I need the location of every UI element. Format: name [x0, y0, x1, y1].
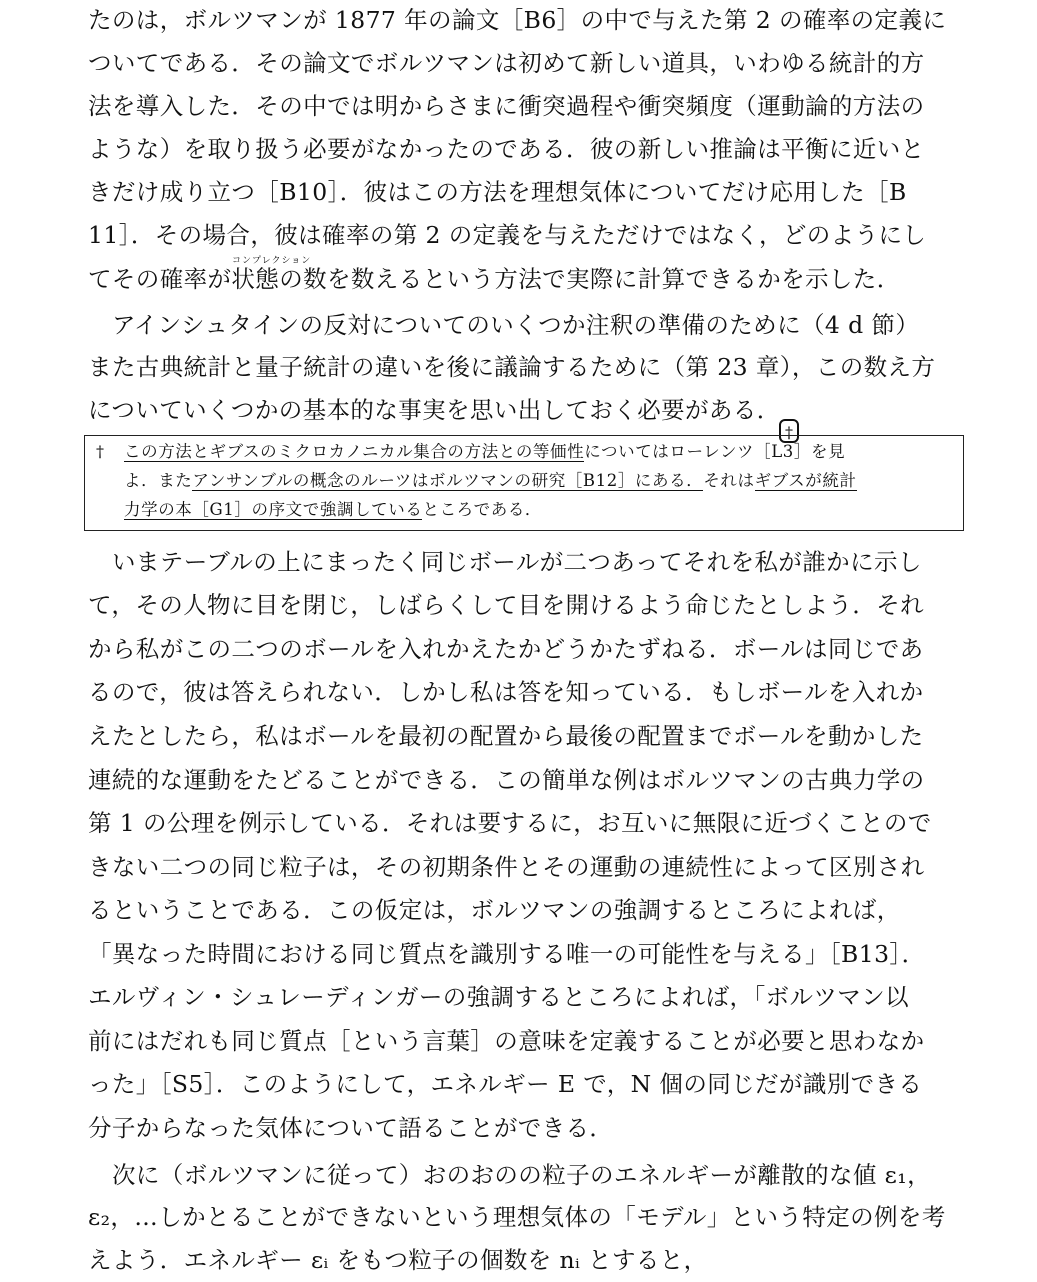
body-line-8: アインシュタインの反対についてのいくつか注釈の準備のために（4 d 節） — [112, 311, 920, 339]
body-line-5: きだけ成り立つ［B10］．彼はこの方法を理想気体についてだけ応用した［B — [88, 178, 907, 206]
footnote-underlined-text: 力学の本［G1］の序文で強調している — [124, 500, 423, 519]
body-line-13: から私がこの二つのボールを入れかえたかどうかたずねる．ボールは同じであ — [88, 635, 924, 663]
body-line-15: えたとしたら，私はボールを最初の配置から最後の配置までボールを動かした — [88, 722, 924, 750]
body-line-11: いまテーブルの上にまったく同じボールが二つあってそれを私が誰かに示し — [112, 548, 922, 576]
body-line-1: たのは，ボルツマンが 1877 年の論文［B6］の中で与えた第 2 の確率の定義に — [88, 6, 947, 34]
body-line-3: 法を導入した．その中では明からさまに衝突過程や衝突頻度（運動論的方法の — [88, 92, 925, 120]
body-line-20: 「異なった時間における同じ質点を識別する唯一の可能性を与える」［B13］． — [88, 940, 926, 968]
footnote-text: それは — [703, 471, 755, 490]
body-line-18: きない二つの同じ粒子は，その初期条件とその運動の連続性によって区別され — [88, 853, 925, 881]
footnote-dagger: † — [96, 442, 104, 461]
footnote-underlined-text: ギブスが統計 — [754, 471, 857, 490]
body-line-21: エルヴィン・シュレーディンガーの強調するところによれば，「ボルツマン以 — [88, 983, 909, 1011]
body-line-27: えよう．エネルギー εᵢ をもつ粒子の個数を nᵢ とすると， — [88, 1246, 708, 1274]
footnote-line-2 — [124, 470, 857, 492]
footnote-line-1 — [124, 441, 845, 463]
body-line-12: て，その人物に目を閉じ，しばらくして目を開けるよう命じたとしよう．それ — [88, 591, 925, 619]
body-line-4: ような）を取り扱う必要がなかったのである．彼の新しい推論は平衡に近いと — [88, 135, 925, 163]
body-line-9: また古典統計と量子統計の違いを後に議論するために（第 23 章），この数え方 — [88, 353, 936, 381]
body-line-24: 分子からなった気体について語ることができる． — [88, 1114, 614, 1142]
body-line-19: るということである．この仮定は，ボルツマンの強調するところによれば， — [88, 896, 901, 924]
body-line-17: 第 1 の公理を例示している．それは要するに，お互いに無限に近づくことので — [88, 809, 932, 837]
footnote-text: よ．また — [124, 471, 193, 490]
body-line-23: った」［S5］．このようにして，エネルギー E で，N 個の同じだが識別できる — [88, 1070, 923, 1098]
body-line-26: ε₂，…しかとることができないという理想気体の「モデル」という特定の例を考 — [88, 1203, 946, 1231]
body-line-25: 次に（ボルツマンに従って）おのおのの粒子のエネルギーが離散的な値 ε₁， — [112, 1161, 931, 1189]
footnote-underlined-text: アンサンブルの概念のルーツはボルツマンの研究［B12］にある． — [192, 471, 704, 490]
body-line-7: てその確率が状態の数を数えるという方法で実際に計算できるかを示した． — [88, 265, 901, 293]
footnote-underlined-text: この方法とギブスのミクロカノニカル集合の方法との等価性 — [124, 442, 585, 461]
footnote-line-3 — [124, 499, 542, 521]
footnote-marker[interactable]: † — [779, 419, 799, 443]
ruby-annotation: コンプレクション — [232, 256, 312, 266]
body-line-2: ついてである．その論文でボルツマンは初めて新しい道具，いわゆる統計的方 — [88, 49, 925, 77]
body-line-22: 前にはだれも同じ質点［という言葉］の意味を定義することが必要と思わなか — [88, 1027, 925, 1055]
body-line-16: 連続的な運動をたどることができる．この簡単な例はボルツマンの古典力学の — [88, 766, 925, 794]
body-line-14: るので，彼は答えられない．しかし私は答を知っている．もしボールを入れか — [88, 678, 924, 706]
body-line-10: についていくつかの基本的な事実を思い出しておく必要がある． — [88, 396, 781, 424]
footnote-text: についてはローレンツ［L3］を見 — [584, 442, 846, 461]
body-line-6: 11］．その場合，彼は確率の第 2 の定義を与えただけではなく，どのようにし — [88, 221, 927, 249]
footnote-text: ところである． — [422, 500, 543, 519]
